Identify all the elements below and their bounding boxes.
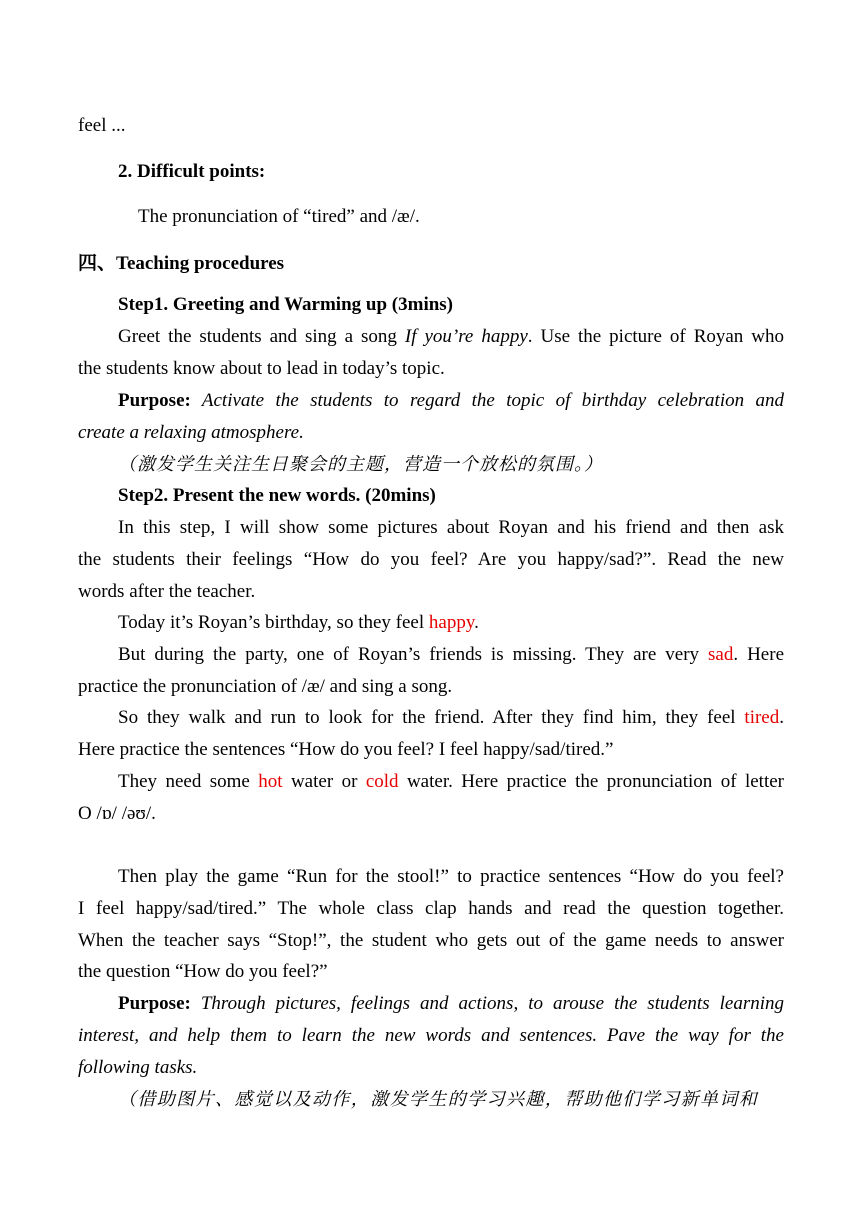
step2-text-line: Today it’s Royan’s birthday, so they feel happy.: [118, 612, 479, 633]
step2-text-line: So they walk and run to look for the friend. After they find him, they feel tired.: [118, 707, 784, 728]
purpose-label: Purpose:: [118, 390, 191, 411]
section-title: Teaching procedures: [116, 253, 285, 274]
keyword-happy: happy: [428, 612, 475, 633]
purpose-label: Purpose:: [118, 993, 191, 1014]
paragraph-fragment: feel ...: [78, 115, 126, 136]
purpose-line: Purpose: Through pictures, feelings and actions, to arouse the students learning: [118, 993, 784, 1014]
game-text-line: the question “How do you feel?”: [78, 961, 328, 982]
keyword-hot: hot: [258, 771, 283, 792]
game-text-line: When the teacher says “Stop!”, the student who gets out of the game needs to answer: [78, 930, 784, 951]
song-title: If you’re happy: [404, 326, 528, 347]
step1-text-line: the students know about to lead in today’s topic.: [78, 358, 445, 379]
keyword-tired: tired: [744, 707, 780, 728]
purpose-line: interest, and help them to learn the new words and sentences. Pave the way for the: [78, 1025, 784, 1046]
chinese-translation: （激发学生关注生日聚会的主题，营造一个放松的氛围。）: [118, 454, 603, 475]
game-text-line: I feel happy/sad/tired.” The whole class clap hands and read the question together.: [78, 898, 784, 919]
game-text-line: Then play the game “Run for the stool!” to practice sentences “How do you feel?: [118, 866, 784, 887]
step2-text-line: In this step, I will show some pictures about Royan and his friend and then ask: [118, 517, 784, 538]
keyword-cold: cold: [365, 771, 399, 792]
chinese-translation: （借助图片、感觉以及动作，激发学生的学习兴趣，帮助他们学习新单词和: [118, 1089, 759, 1110]
step2-text-line: O /ɒ/ /əʊ/.: [78, 803, 156, 824]
difficult-point-text: The pronunciation of “tired” and /æ/.: [138, 206, 420, 227]
section-heading-difficult-points: 2. Difficult points:: [118, 161, 266, 182]
step2-text-line: practice the pronunciation of /æ/ and sing a song.: [78, 676, 453, 697]
step2-text-line: words after the teacher.: [78, 581, 256, 602]
keyword-sad: sad: [708, 644, 734, 665]
step2-heading: Step2. Present the new words. (20mins): [118, 485, 436, 506]
step1-heading: Step1. Greeting and Warming up (3mins): [118, 294, 454, 315]
step2-text-line: They need some hot water or cold water. Here practice the pronunciation of letter: [118, 771, 784, 792]
section-number: 四、: [78, 253, 117, 274]
step1-text-line: Greet the students and sing a song If you’re happy. Use the picture of Royan who: [118, 326, 784, 347]
purpose-line: Purpose: Activate the students to regard the topic of birthday celebration and: [118, 390, 784, 411]
step2-text-line: Here practice the sentences “How do you feel? I feel happy/sad/tired.”: [78, 739, 614, 760]
step2-text-line: the students their feelings “How do you feel? Are you happy/sad?”. Read the new: [78, 549, 784, 570]
step2-text-line: But during the party, one of Royan’s friends is missing. They are very sad. Here: [118, 644, 785, 665]
section-heading-teaching-procedures: [78, 248, 784, 280]
purpose-line: create a relaxing atmosphere.: [78, 422, 304, 443]
purpose-line: following tasks.: [78, 1057, 198, 1078]
